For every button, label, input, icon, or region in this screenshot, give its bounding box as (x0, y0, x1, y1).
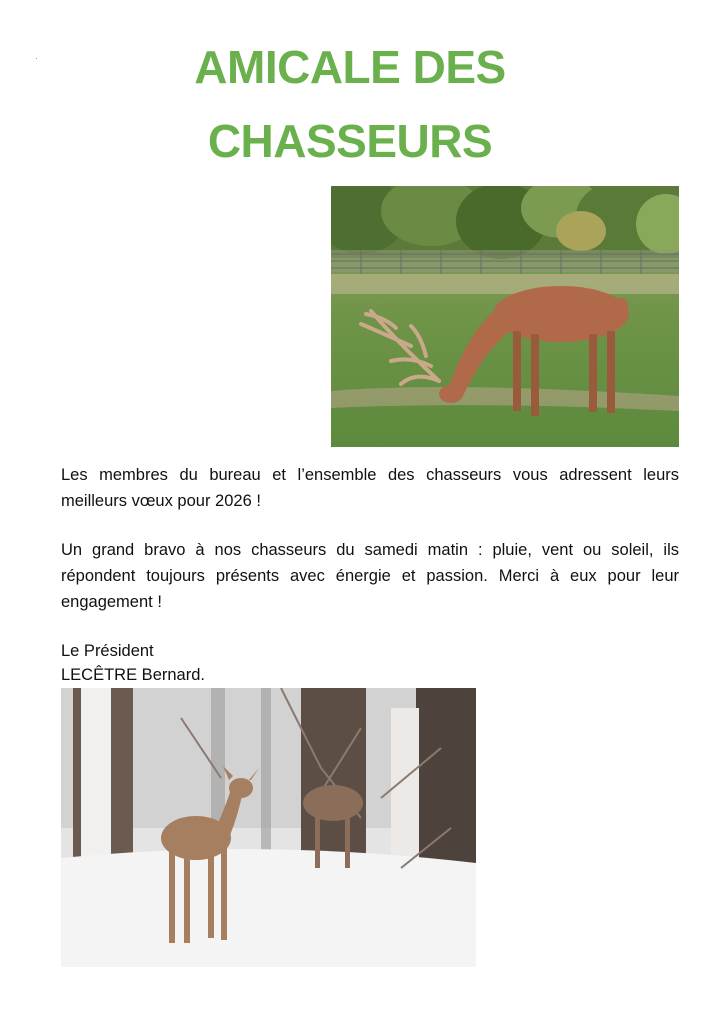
paragraph-thanks: Un grand bravo à nos chasseurs du samedi matin : pluie, vent ou soleil, ils répondent toujours présents avec énergie et passion. Merci à eux pour leur engagement ! (61, 541, 679, 611)
deer-photo (61, 688, 476, 967)
speck (36, 58, 37, 59)
page-title-line-2: CHASSEURS (207, 115, 493, 167)
page-title-line-1: AMICALE DES (194, 41, 506, 93)
stag-photo (331, 186, 679, 447)
signature-name: LECÊTRE Bernard. (61, 666, 205, 684)
deer-illustration (61, 688, 476, 967)
signature-role: Le Président (61, 642, 154, 660)
stag-illustration (331, 186, 679, 447)
paragraph-wishes: Les membres du bureau et l’ensemble des chasseurs vous adressent leurs meilleurs vœux pour 2026 ! (61, 466, 679, 510)
